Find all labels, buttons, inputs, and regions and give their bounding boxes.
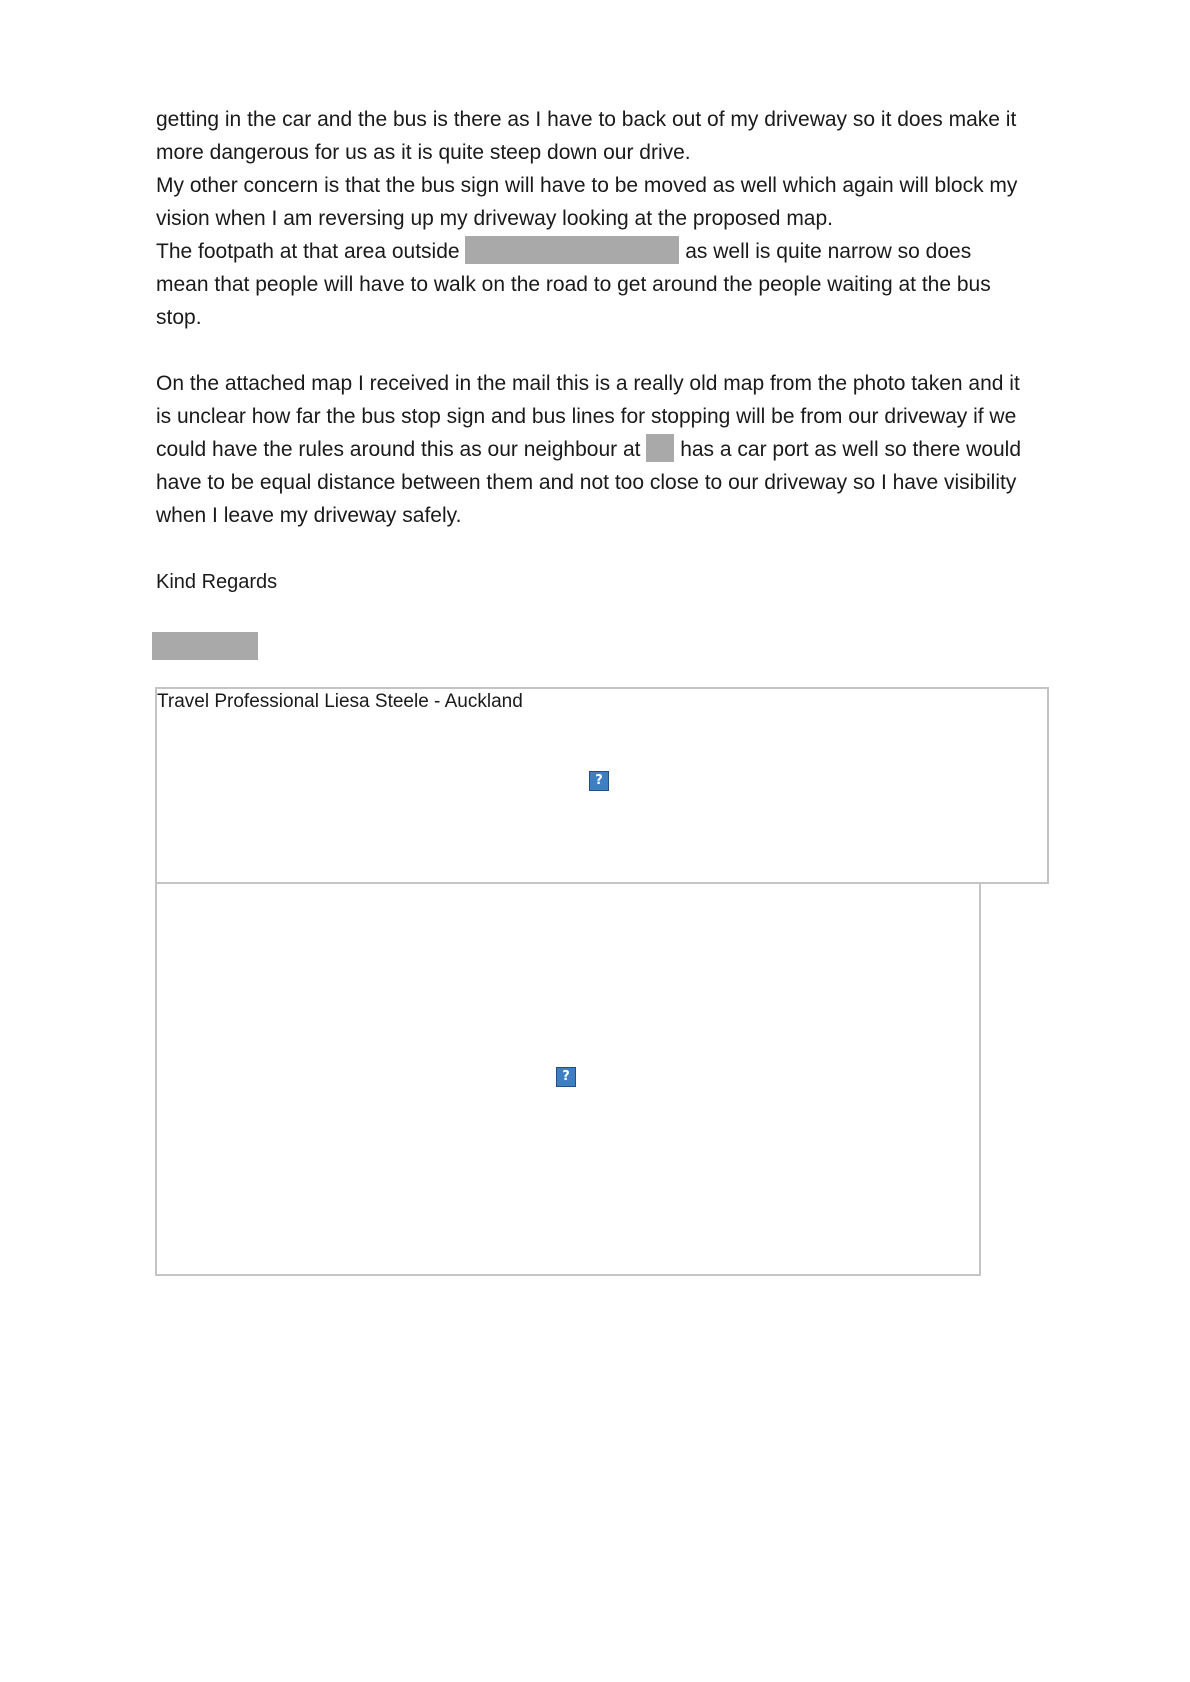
signature-banner-frame: [155, 687, 1049, 884]
text-line: On the attached map I received in the mail this is a really old map from the photo taken and it: [156, 372, 1020, 395]
text-line: [156, 433, 1056, 466]
text-fragment: could have the rules around this as our neighbour at: [156, 438, 641, 461]
paragraph-map-concern: [156, 367, 1056, 532]
broken-image-icon: ?: [556, 1067, 576, 1087]
signature-caption: Travel Professional Liesa Steele - Auckland: [157, 691, 523, 712]
text-line: more dangerous for us as it is quite steep down our drive.: [156, 141, 691, 164]
signature-image-frame: [155, 884, 981, 1276]
text-fragment: as well is quite narrow so does: [685, 240, 972, 263]
text-fragment: has a car port as well so there would: [680, 438, 1022, 461]
text-line: My other concern is that the bus sign will have to be moved as well which again will block my: [156, 174, 1018, 197]
redaction-block: [646, 434, 674, 462]
text-fragment: The footpath at that area outside: [156, 240, 460, 263]
text-line: [156, 235, 1056, 268]
text-line: vision when I am reversing up my driveway looking at the proposed map.: [156, 207, 834, 230]
paragraph-driveway-concern: [156, 103, 1056, 334]
text-line: getting in the car and the bus is there as I have to back out of my driveway so it does make it: [156, 108, 1017, 131]
broken-image-icon: ?: [589, 771, 609, 791]
closing-line: Kind Regards: [156, 571, 278, 593]
text-line: when I leave my driveway safely.: [156, 504, 462, 527]
text-line: is unclear how far the bus stop sign and bus lines for stopping will be from our driveway if we: [156, 405, 1017, 428]
text-line: mean that people will have to walk on the road to get around the people waiting at the bus: [156, 273, 991, 296]
signature-redaction: [152, 632, 258, 660]
text-line: have to be equal distance between them and not too close to our driveway so I have visibility: [156, 471, 1017, 494]
redaction-block: [465, 236, 679, 264]
text-line: stop.: [156, 306, 202, 329]
